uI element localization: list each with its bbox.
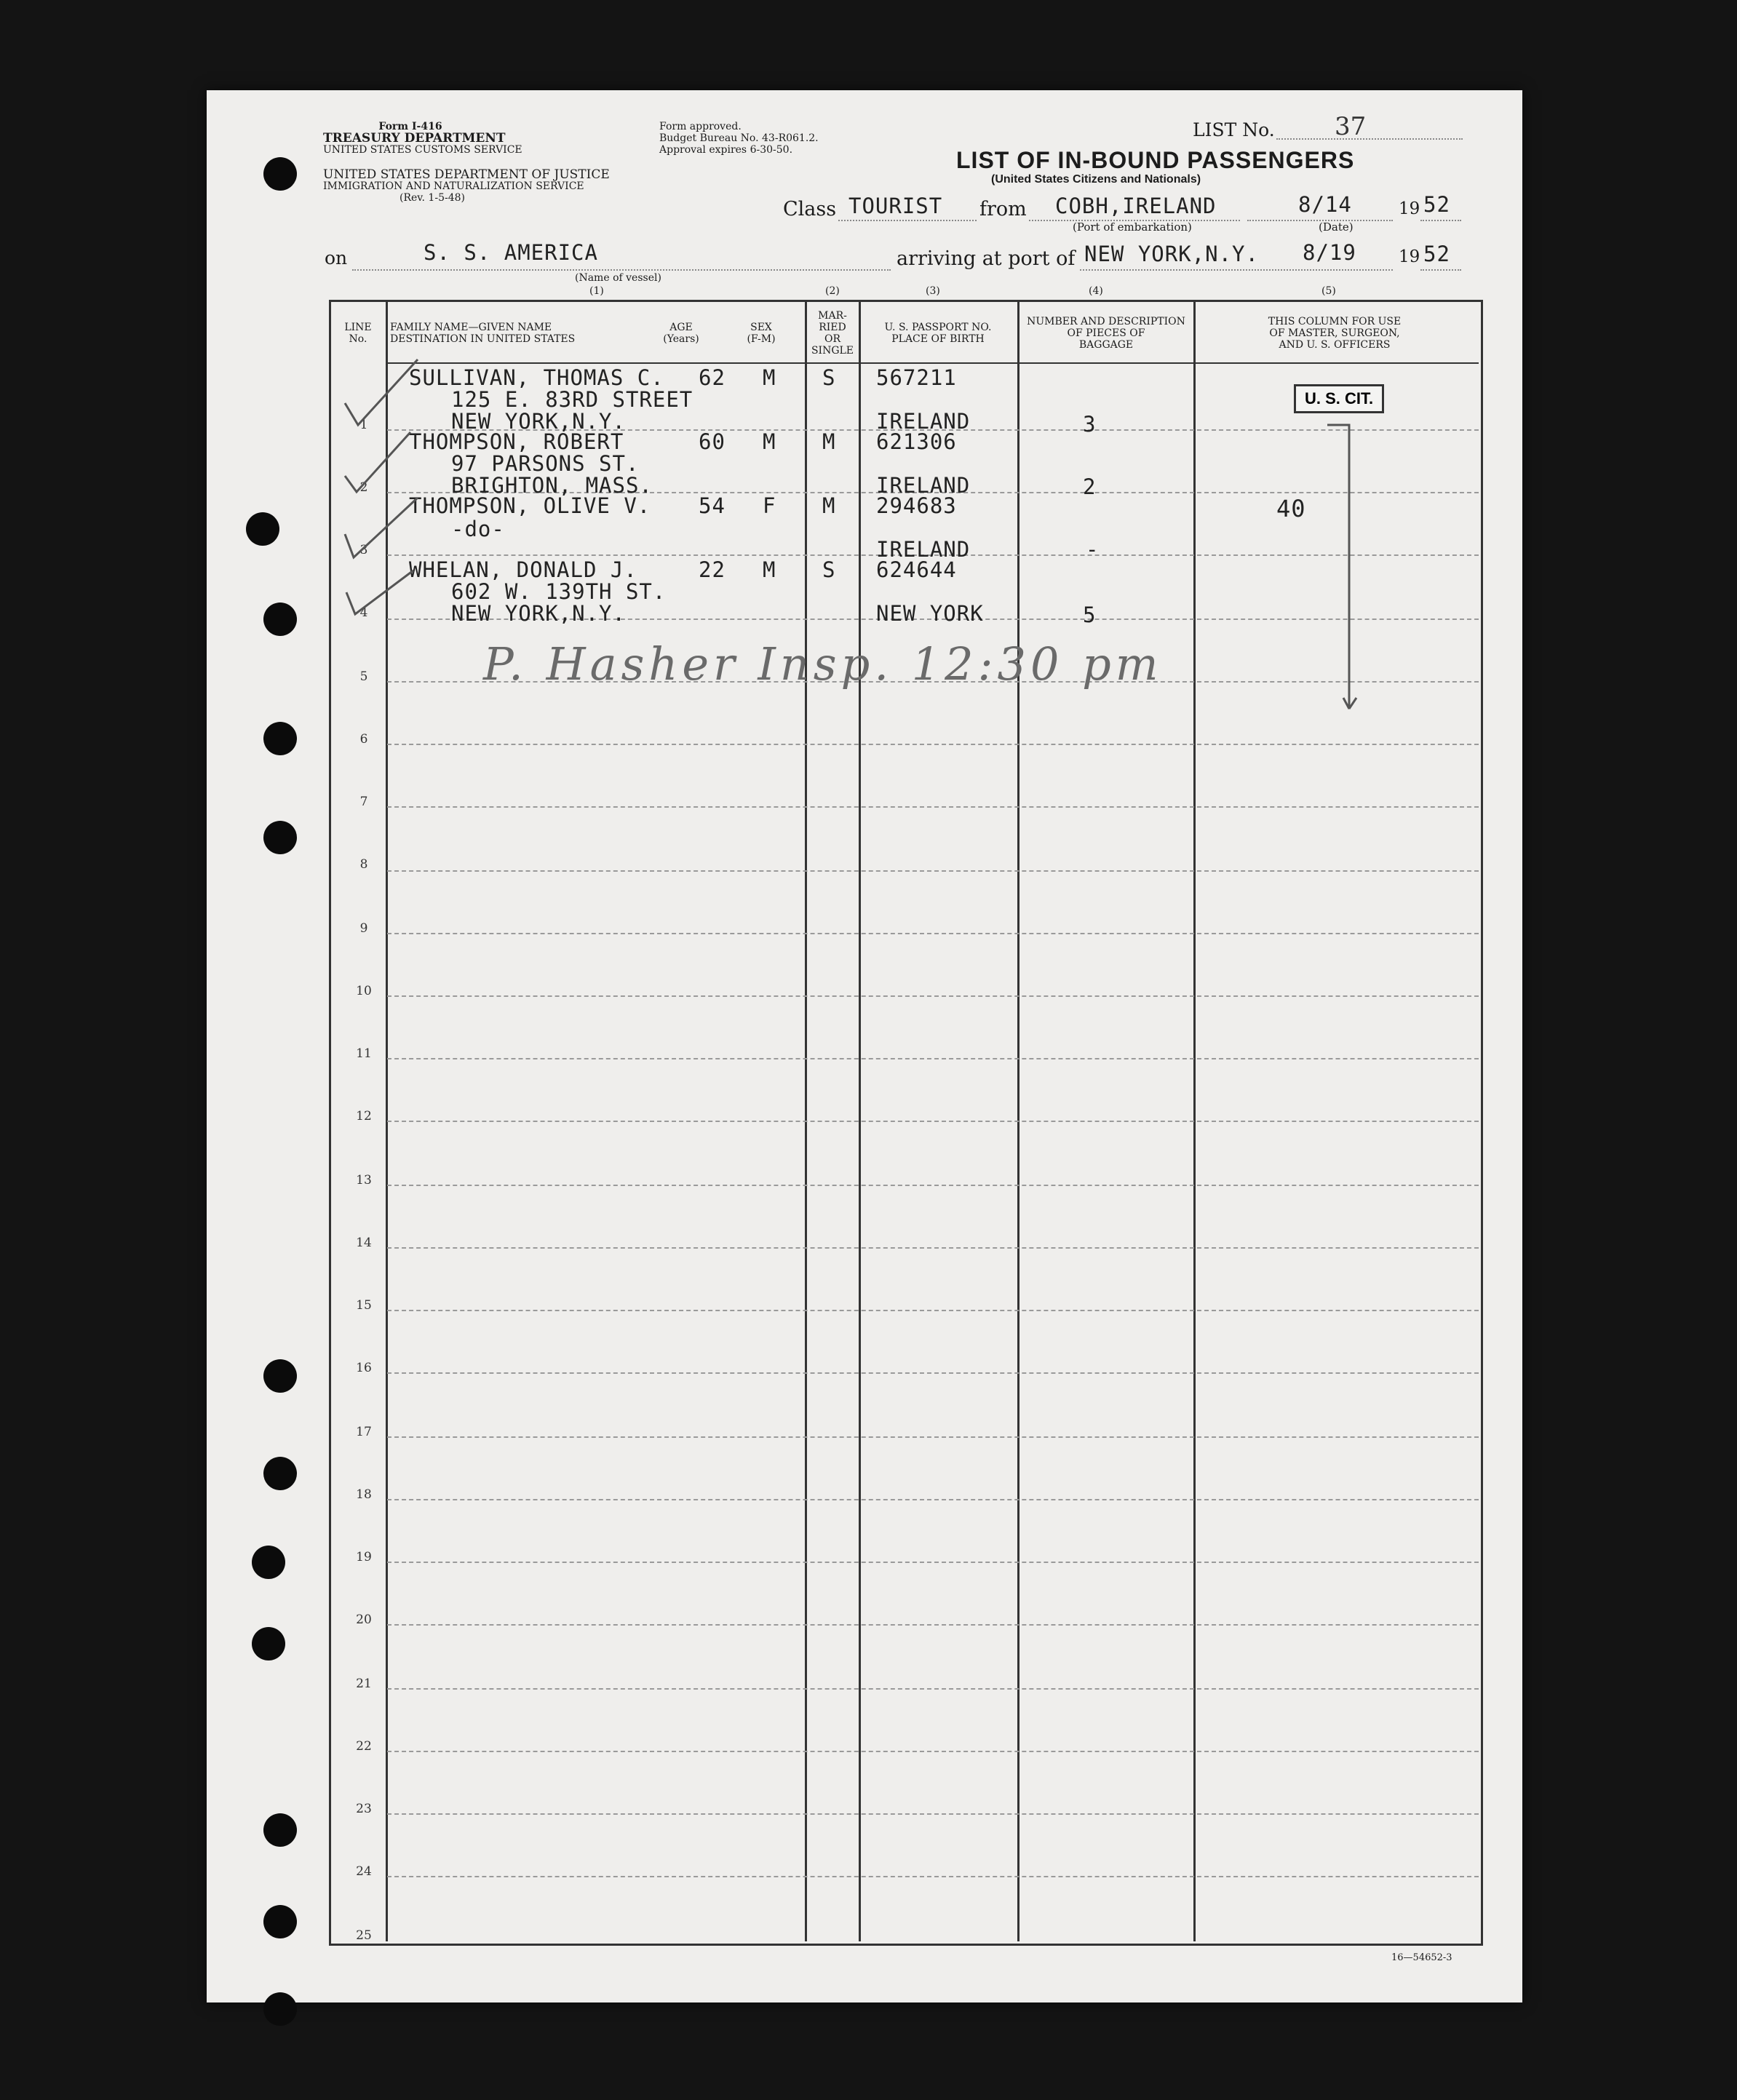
justice-block [323, 167, 610, 204]
punch-hole [263, 1457, 297, 1490]
line-number: 12 [356, 1109, 372, 1123]
check-mark-1 [345, 359, 418, 425]
line-number: 20 [356, 1612, 372, 1627]
header-name: FAMILY NAME—GIVEN NAME DESTINATION IN UNITED STATES [390, 322, 576, 345]
header-officers: THIS COLUMN FOR USE OF MASTER, SURGEON, AND U. S. OFFICERS [1268, 316, 1402, 351]
passenger-sex: F [763, 493, 776, 518]
line-number: 13 [356, 1173, 372, 1188]
passenger-marital: M [822, 429, 836, 454]
row-rule [387, 1372, 1479, 1374]
footer-code: 16—54652-3 [1391, 1952, 1452, 1963]
passenger-name: THOMPSON, OLIVE V. [409, 493, 651, 518]
row-rule [387, 1688, 1479, 1690]
punch-hole [263, 1992, 297, 2026]
passenger-baggage: 5 [1083, 602, 1097, 627]
list-no-underline [1276, 138, 1463, 140]
arrival-date-value: 8/19 [1303, 240, 1356, 265]
line-number: 16 [356, 1361, 372, 1375]
passenger-birthplace: NEW YORK [876, 601, 984, 626]
line-number: 8 [359, 857, 368, 872]
list-no-label: LIST No. [1193, 119, 1275, 140]
row-rule [387, 1185, 1479, 1186]
punch-hole [263, 722, 297, 755]
inspector-signature: P. Hasher Insp. 12:30 pm [483, 637, 1163, 691]
punch-hole [263, 157, 297, 191]
row-rule [387, 1247, 1479, 1249]
row-rule [387, 1876, 1479, 1877]
passenger-marital: S [822, 557, 836, 582]
line-number: 2 [359, 480, 368, 495]
port-underline [1080, 269, 1393, 271]
header-passport: U. S. PASSPORT NO. PLACE OF BIRTH [884, 322, 992, 345]
check-marks [338, 352, 425, 614]
form-number: Form I-416 [378, 121, 442, 132]
line-number: 5 [359, 669, 368, 684]
line-number: 11 [356, 1046, 372, 1061]
line-number: 10 [356, 984, 372, 998]
budget-bureau: Budget Bureau No. 43-R061.2. [659, 132, 819, 144]
from-caption: (Port of embarkation) [1073, 220, 1192, 234]
passenger-sex: M [763, 429, 776, 454]
approval-expires: Approval expires 6-30-50. [659, 144, 793, 156]
col-number-4: (4) [1089, 285, 1103, 297]
line-number: 18 [356, 1487, 372, 1502]
row-rule [387, 1058, 1479, 1059]
passenger-address: NEW YORK,N.Y. [451, 409, 626, 434]
arrival-year-value: 52 [1423, 242, 1450, 266]
passenger-name: WHELAN, DONALD J. [409, 557, 637, 582]
line-number: 17 [356, 1425, 372, 1439]
passenger-address: 125 E. 83RD STREET [451, 387, 693, 412]
revision: (Rev. 1-5-48) [400, 192, 465, 204]
passenger-age: 54 [699, 493, 726, 518]
line-number: 7 [359, 795, 368, 809]
from-label: from [979, 198, 1027, 220]
line-number: 4 [359, 605, 368, 620]
header-line-no: LINE No. [344, 322, 372, 345]
col-number-5: (5) [1321, 285, 1336, 297]
line-number: 19 [356, 1550, 372, 1564]
line-number: 24 [356, 1864, 372, 1879]
passenger-passport: 567211 [876, 365, 957, 390]
punch-hole [263, 1813, 297, 1847]
row-rule [387, 744, 1479, 745]
arrival-year-underline [1420, 269, 1461, 271]
vessel-underline [352, 269, 891, 271]
passenger-baggage: 3 [1083, 412, 1097, 437]
on-label: on [325, 247, 348, 269]
row-rule [387, 1121, 1479, 1122]
passenger-address: BRIGHTON, MASS. [451, 473, 653, 498]
depart-date-value: 8/14 [1298, 192, 1352, 217]
page-title: LIST OF IN-BOUND PASSENGERS [956, 147, 1355, 173]
from-value: COBH,IRELAND [1055, 194, 1217, 218]
treasury-dept: TREASURY DEPARTMENT [323, 131, 506, 146]
line-number: 23 [356, 1802, 372, 1816]
row-rule [387, 1624, 1479, 1626]
line-number: 21 [356, 1677, 372, 1691]
list-no-value: 37 [1335, 112, 1367, 141]
header-rule [387, 362, 1479, 364]
passenger-passport: 624644 [876, 557, 957, 582]
line-number: 22 [356, 1739, 372, 1754]
passenger-baggage: 2 [1083, 474, 1097, 499]
line-number: 3 [359, 543, 368, 557]
passenger-address: NEW YORK,N.Y. [451, 601, 626, 626]
passenger-name: SULLIVAN, THOMAS C. [409, 365, 664, 390]
passenger-address: -do- [451, 517, 505, 541]
depart-year-prefix: 19 [1399, 199, 1420, 218]
date-caption: (Date) [1319, 220, 1354, 234]
passenger-age: 62 [699, 365, 726, 390]
passenger-sex: M [763, 365, 776, 390]
row-rule [387, 1436, 1479, 1438]
passenger-birthplace: IRELAND [876, 537, 971, 562]
passenger-birthplace: IRELAND [876, 409, 971, 434]
passenger-age: 60 [699, 429, 726, 454]
row-rule [387, 806, 1479, 808]
check-mark-2 [345, 432, 410, 492]
passenger-baggage: - [1086, 537, 1100, 562]
officer-note: 40 [1276, 495, 1306, 522]
passenger-age: 22 [699, 557, 726, 582]
row-rule [387, 933, 1479, 934]
header-age: AGE (Years) [663, 322, 699, 345]
punch-hole [246, 512, 279, 546]
header-sex: SEX (F-M) [747, 322, 776, 345]
line-number: 9 [359, 921, 368, 936]
class-value: TOURIST [848, 194, 943, 218]
page-subtitle: (United States Citizens and Nationals) [991, 173, 1201, 186]
row-rule [387, 870, 1479, 872]
customs-service: UNITED STATES CUSTOMS SERVICE [323, 144, 522, 156]
check-mark-4 [346, 570, 413, 614]
col-number-2: (2) [825, 285, 840, 297]
header-baggage: NUMBER AND DESCRIPTION OF PIECES OF BAGGAGE [1027, 316, 1185, 351]
col-number-1: (1) [589, 285, 604, 297]
class-label: Class [783, 198, 837, 220]
row-rule [387, 995, 1479, 997]
punch-hole [252, 1546, 285, 1579]
form-approved: Form approved. [659, 121, 742, 132]
check-mark-3 [345, 498, 418, 557]
arriving-label: arriving at port of [897, 247, 1076, 270]
approval-block [659, 121, 819, 156]
col-number-3: (3) [926, 285, 940, 297]
port-value: NEW YORK,N.Y. [1084, 242, 1259, 266]
stamp-bracket [1327, 410, 1371, 716]
line-number: 15 [356, 1298, 372, 1313]
passenger-sex: M [763, 557, 776, 582]
passenger-passport: 294683 [876, 493, 957, 518]
line-number: 14 [356, 1236, 372, 1250]
punch-hole [263, 1905, 297, 1938]
passenger-birthplace: IRELAND [876, 473, 971, 498]
line-number: 1 [359, 418, 368, 432]
vessel-value: S. S. AMERICA [424, 240, 598, 265]
row-rule [387, 1310, 1479, 1311]
row-rule [387, 1499, 1479, 1500]
line-number: 6 [359, 732, 368, 747]
row-rule [387, 1562, 1479, 1563]
class-underline [838, 220, 977, 221]
vessel-caption: (Name of vessel) [575, 272, 661, 284]
us-citizen-stamp: U. S. CIT. [1294, 384, 1384, 413]
manifest-page [207, 90, 1522, 2002]
row-rule [387, 1751, 1479, 1752]
passenger-passport: 621306 [876, 429, 957, 454]
passenger-marital: S [822, 365, 836, 390]
depart-year-underline [1420, 220, 1461, 221]
line-number: 25 [356, 1928, 372, 1943]
passenger-address: 602 W. 139TH ST. [451, 579, 667, 604]
passenger-marital: M [822, 493, 836, 518]
ins-service: IMMIGRATION AND NATURALIZATION SERVICE [323, 180, 584, 192]
punch-hole [263, 1359, 297, 1393]
form-id-block [323, 121, 522, 156]
arrival-year-prefix: 19 [1399, 247, 1420, 266]
depart-year-value: 52 [1423, 192, 1450, 217]
row-rule [387, 1813, 1479, 1815]
punch-hole [252, 1627, 285, 1660]
punch-hole [263, 821, 297, 854]
passenger-name: THOMPSON, ROBERT [409, 429, 624, 454]
justice-dept: UNITED STATES DEPARTMENT OF JUSTICE [323, 167, 610, 182]
passenger-address: 97 PARSONS ST. [451, 451, 640, 476]
punch-hole [263, 602, 297, 636]
header-marital: MAR- RIED OR SINGLE [811, 310, 854, 357]
